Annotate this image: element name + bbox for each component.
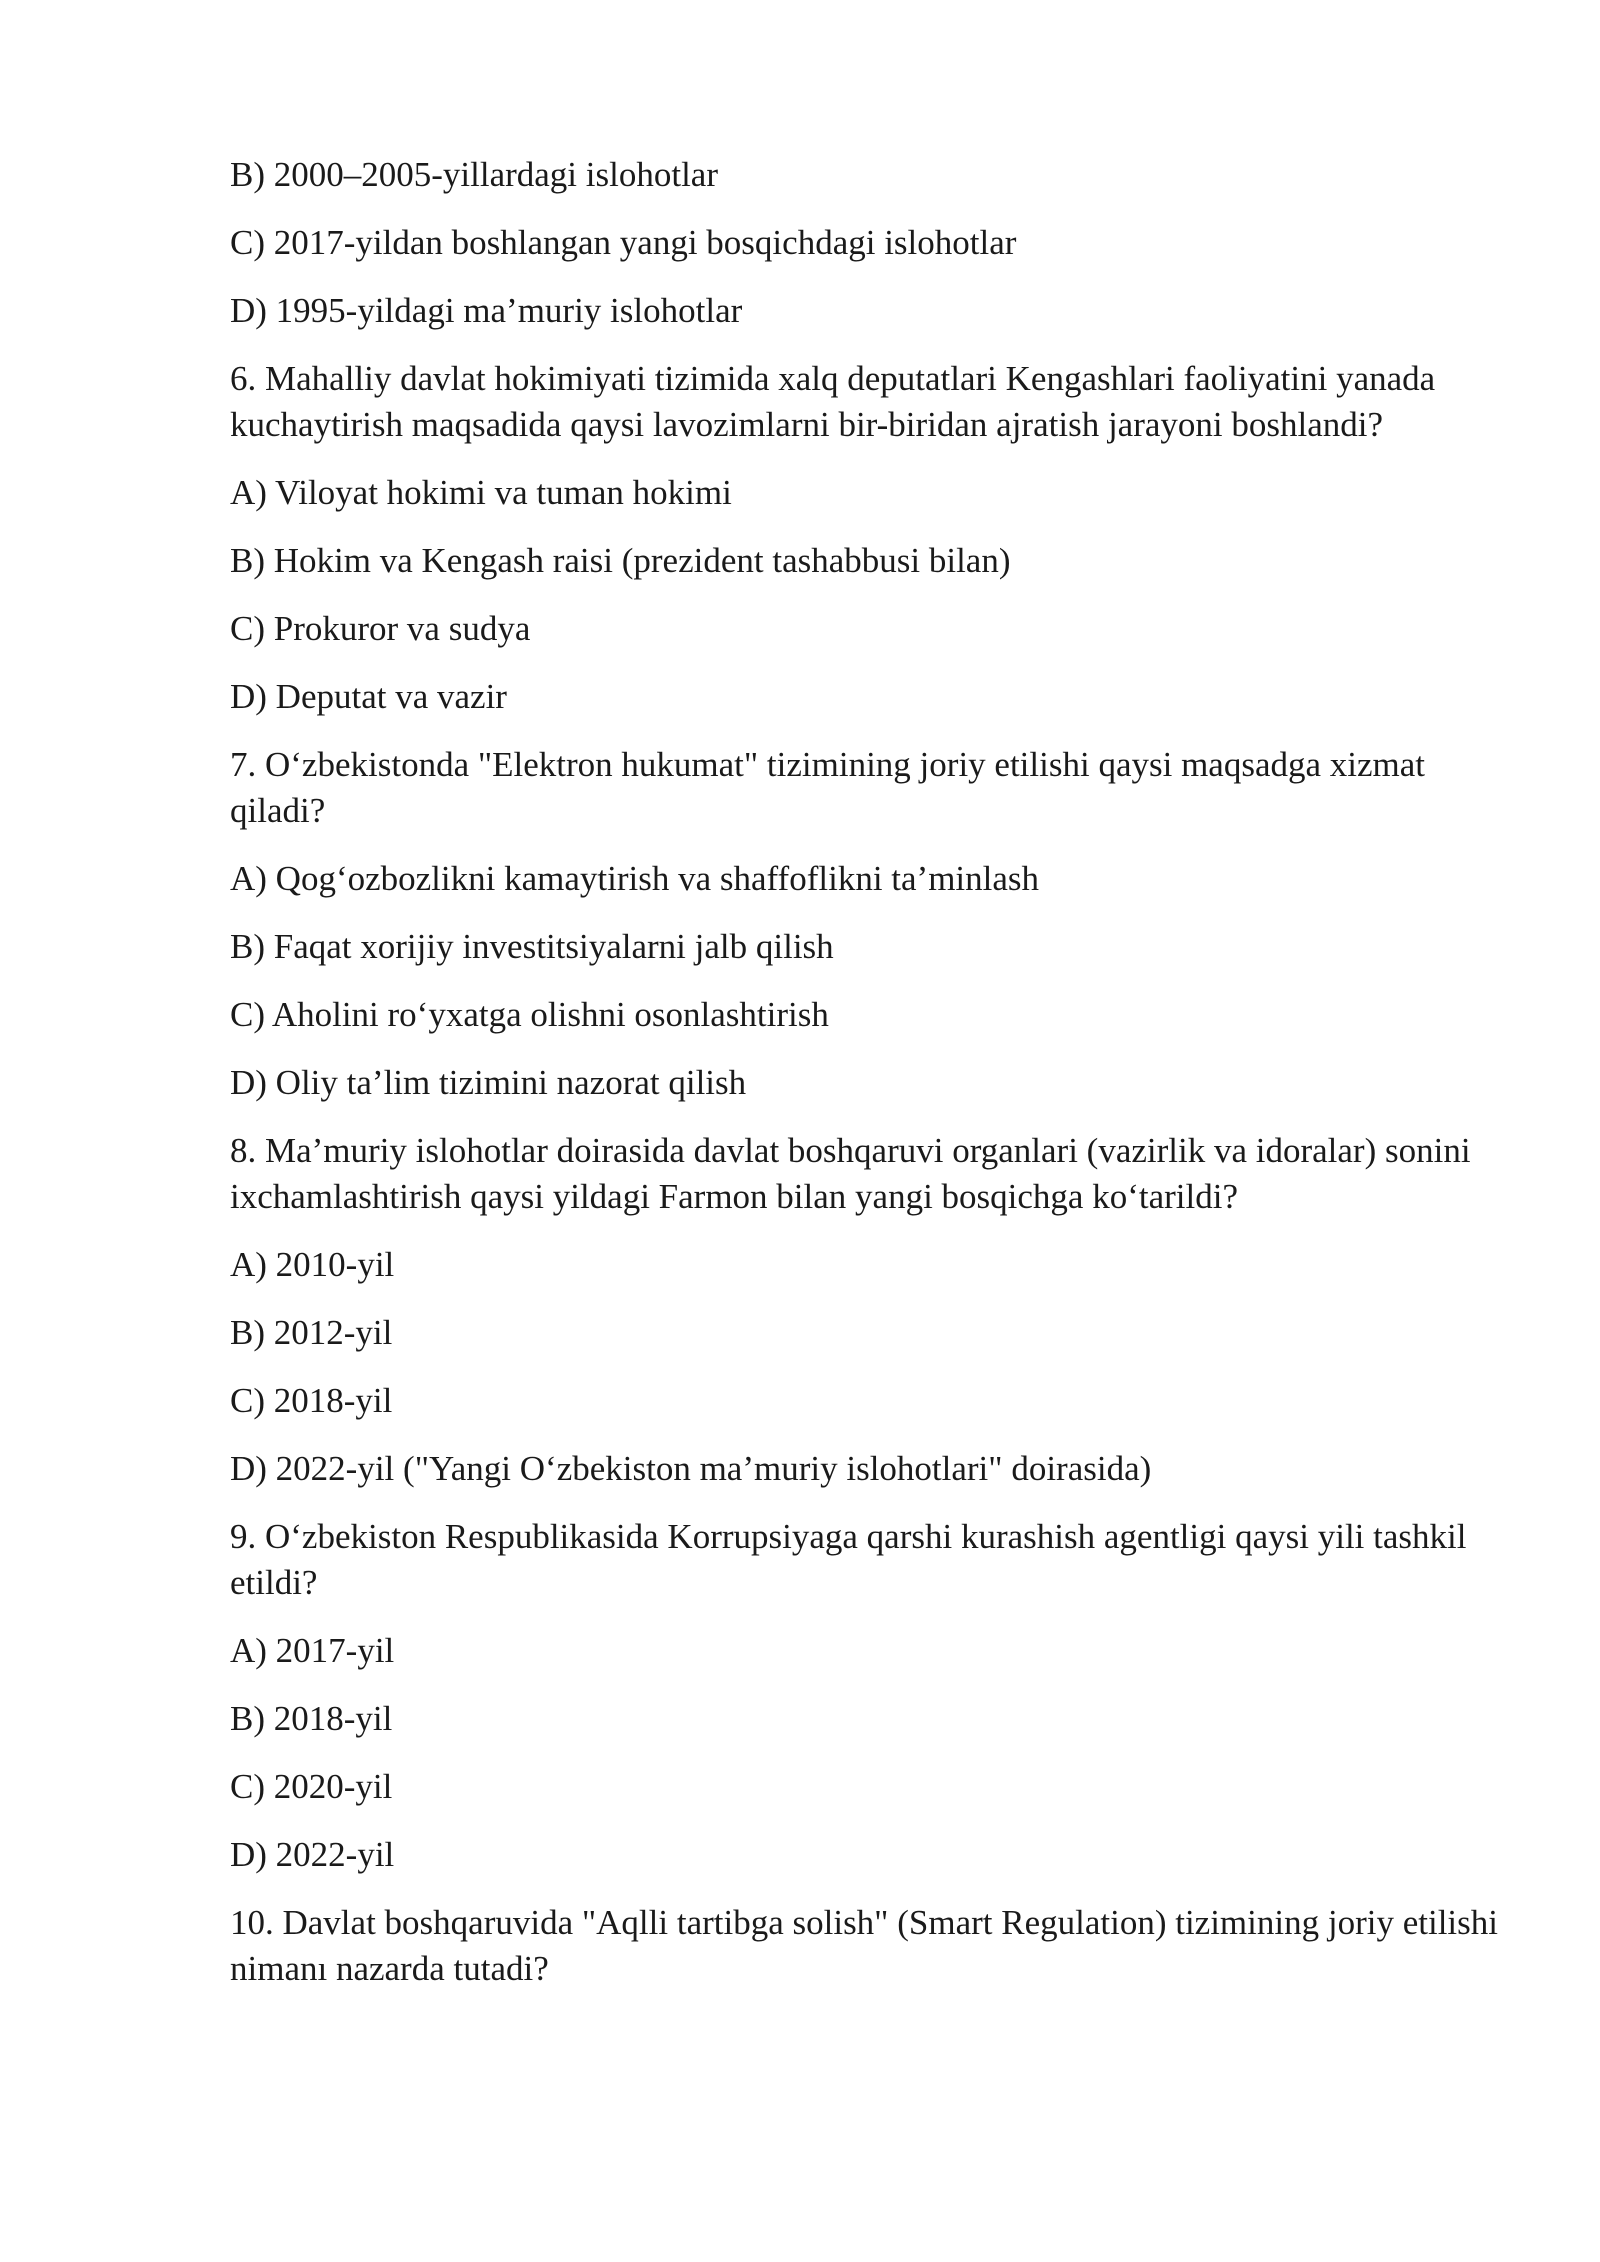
answer-option: A) 2017-yil bbox=[230, 1631, 395, 1670]
question-6 bbox=[230, 356, 1510, 720]
answer-option: A) Qog‘ozbozlikni kamaytirish va shaffoflikni ta’minlash bbox=[230, 859, 1040, 898]
answer-option: C) Aholini ro‘yxatga olishni osonlashtirish bbox=[230, 995, 829, 1034]
question-10 bbox=[230, 1900, 1510, 1992]
question-text: 9. O‘zbekiston Respublikasida Korrupsiyaga qarshi kurashish agentligi qaysi yili tashkil etildi? bbox=[230, 1517, 1467, 1602]
document-page bbox=[230, 152, 1510, 2014]
question-text: 7. O‘zbekistonda "Elektron hukumat" tizimining joriy etilishi qaysi maqsadga xizmat qiladi? bbox=[230, 745, 1426, 830]
question-9 bbox=[230, 1514, 1510, 1878]
question-text: 6. Mahalliy davlat hokimiyati tizimida xalq deputatlari Kengashlari faoliyatini yanada kuchaytirish maqsadida qaysi lavozimlarni bir-biridan ajratish jarayoni boshlandi? bbox=[230, 359, 1436, 444]
answer-option: D) 1995-yildagi ma’muriy islohotlar bbox=[230, 291, 743, 330]
answer-option: A) Viloyat hokimi va tuman hokimi bbox=[230, 473, 732, 512]
question-8 bbox=[230, 1128, 1510, 1492]
question-7 bbox=[230, 742, 1510, 1106]
previous-question-options bbox=[230, 152, 1510, 334]
answer-option: B) Hokim va Kengash raisi (prezident tashabbusi bilan) bbox=[230, 541, 1011, 580]
answer-option: C) 2017-yildan boshlangan yangi bosqichdagi islohotlar bbox=[230, 223, 1017, 262]
answer-option: A) 2010-yil bbox=[230, 1245, 395, 1284]
answer-option: C) Prokuror va sudya bbox=[230, 609, 531, 648]
answer-option: D) 2022-yil ("Yangi O‘zbekiston ma’muriy islohotlari" doirasida) bbox=[230, 1449, 1152, 1488]
answer-option: D) Deputat va vazir bbox=[230, 677, 507, 716]
answer-option: B) 2000–2005-yillardagi islohotlar bbox=[230, 155, 718, 194]
answer-option: B) Faqat xorijiy investitsiyalarni jalb qilish bbox=[230, 927, 834, 966]
answer-option: D) Oliy ta’lim tizimini nazorat qilish bbox=[230, 1063, 747, 1102]
answer-option: B) 2012-yil bbox=[230, 1313, 393, 1352]
question-text: 8. Ma’muriy islohotlar doirasida davlat boshqaruvi organlari (vazirlik va idoralar) sonini ixchamlashtirish qaysi yildagi Farmon bilan yangi bosqichga ko‘tarildi? bbox=[230, 1131, 1471, 1216]
answer-option: D) 2022-yil bbox=[230, 1835, 395, 1874]
answer-option: C) 2018-yil bbox=[230, 1381, 393, 1420]
answer-option: B) 2018-yil bbox=[230, 1699, 393, 1738]
answer-option: C) 2020-yil bbox=[230, 1767, 393, 1806]
question-text: 10. Davlat boshqaruvida "Aqlli tartibga solish" (Smart Regulation) tizimining joriy etilishi nimanı nazarda tutadi? bbox=[230, 1903, 1498, 1988]
